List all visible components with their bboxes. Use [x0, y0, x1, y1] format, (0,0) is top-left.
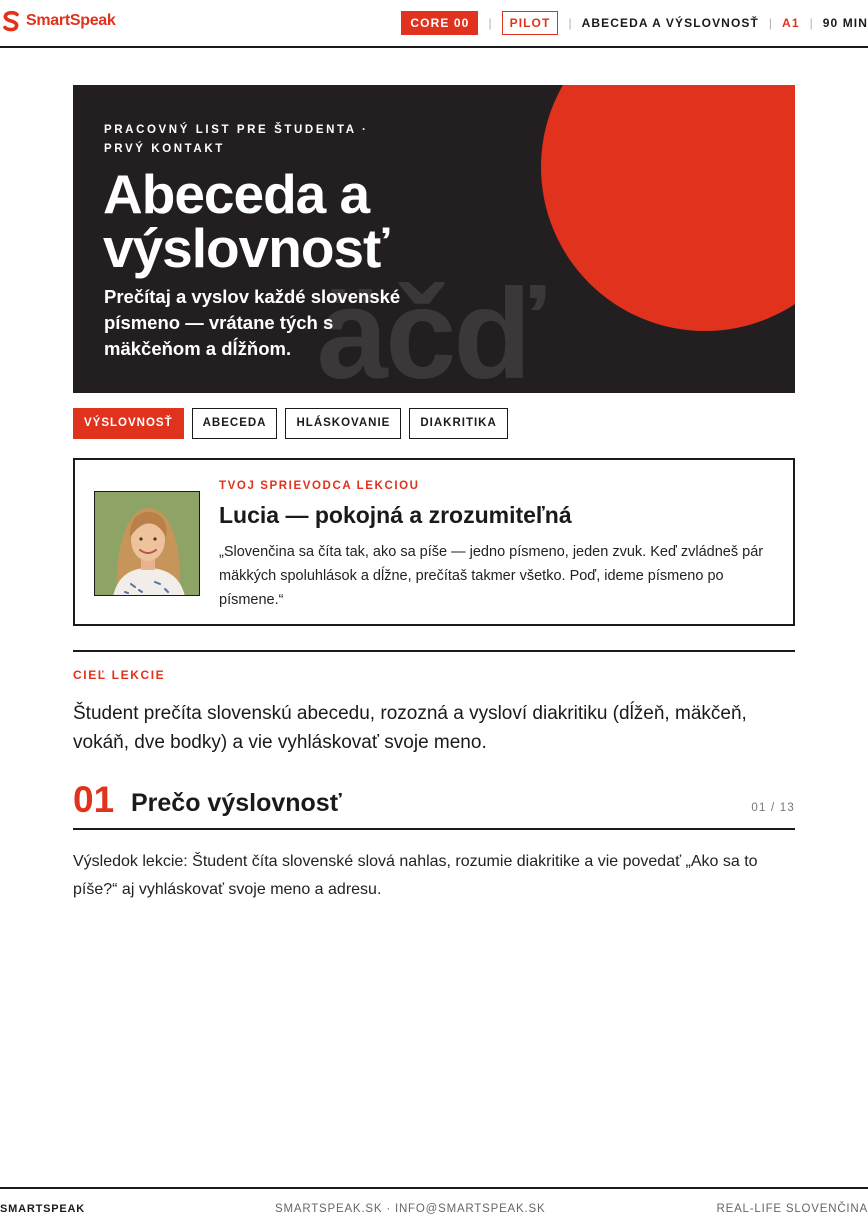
goal-text: Študent prečíta slovenskú abecedu, rozozná a vysloví diakritiku (dĺžeň, mäkčeň, vokáň, dve bodky) a vie vyhláskovať svoje meno.: [73, 703, 747, 753]
section-title: Prečo výslovnosť: [131, 789, 342, 817]
guide-card: [73, 458, 795, 626]
page-indicator: 01 / 13: [751, 802, 795, 814]
core-badge: CORE 00: [401, 11, 478, 35]
hero-ghost-letters: äčď: [317, 263, 543, 393]
tag-vyslovnost[interactable]: VÝSLOVNOSŤ: [73, 408, 184, 439]
brand-logo[interactable]: [0, 9, 116, 33]
footer-brand: SMARTSPEAK: [0, 1203, 86, 1215]
brand-name: SmartSpeak: [26, 12, 116, 29]
topic-tags: [73, 408, 516, 439]
goal-label: CIEĽ LEKCIE: [73, 668, 166, 682]
section-number: 01: [73, 779, 115, 820]
hero-banner: [73, 85, 795, 393]
avatar: [94, 491, 200, 596]
hero-eyebrow: PRACOVNÝ LIST PRE ŠTUDENTA · PRVÝ KONTAKT: [104, 124, 369, 155]
guide-quote: „Slovenčina sa číta tak, ako sa píše — jedno písmeno, jeden zvuk. Keď zvládneš pár mäkkých spoluhlások a dĺžne, prečítaš takmer všetko. Poď, ideme písmeno po písmene.“: [219, 544, 764, 608]
lesson-meta: [401, 11, 868, 35]
smartspeak-logo-icon: [0, 9, 22, 33]
meta-separator: |: [568, 16, 572, 30]
hero-subtitle: Prečítaj a vyslov každé slovenské písmeno — vrátane tých s mäkčeňom a dĺžňom.: [104, 286, 401, 359]
level-badge: A1: [782, 16, 800, 30]
tag-abeceda[interactable]: ABECEDA: [192, 408, 278, 439]
top-bar: [0, 0, 868, 48]
duration-label: 90 MIN: [822, 16, 868, 30]
guide-portrait-icon: [95, 492, 200, 596]
guide-name: Lucia — pokojná a zrozumiteľná: [219, 502, 572, 528]
goal-divider: [73, 650, 795, 652]
section-text: Výsledok lekcie: Študent číta slovenské slová nahlas, rozumie diakritike a vie povedať „Ako sa to píše?“ aj vyhláskovať svoje meno a adresu.: [73, 853, 758, 898]
footer-contact[interactable]: SMARTSPEAK.SK · INFO@SMARTSPEAK.SK: [275, 1203, 546, 1215]
meta-separator: |: [488, 16, 492, 30]
tag-diakritika[interactable]: DIAKRITIKA: [409, 408, 507, 439]
footer-tagline: REAL-LIFE SLOVENČINA: [716, 1203, 868, 1215]
page-title: Abeceda a výslovnosť: [103, 163, 389, 279]
section-divider: [73, 828, 795, 830]
hero-decor-circle: [541, 85, 795, 331]
tag-hlaskovanie[interactable]: HLÁSKOVANIE: [285, 408, 401, 439]
lesson-name: ABECEDA A VÝSLOVNOSŤ: [581, 16, 759, 30]
meta-separator: |: [809, 16, 813, 30]
meta-separator: |: [768, 16, 773, 30]
guide-eyebrow: TVOJ SPRIEVODCA LEKCIOU: [219, 480, 420, 492]
footer-divider: [0, 1187, 868, 1189]
pilot-badge: PILOT: [502, 11, 559, 35]
